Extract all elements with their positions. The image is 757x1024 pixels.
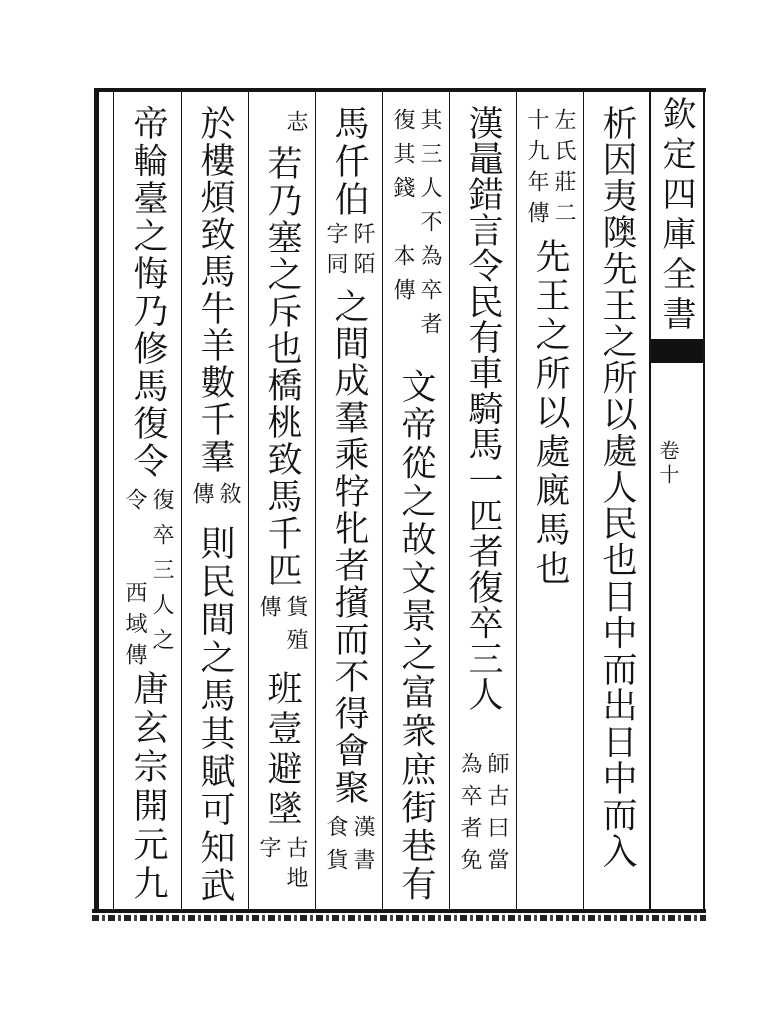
annotation [516, 108, 583, 232]
main-text: 帝輪臺之悔乃修馬復令 [128, 105, 168, 480]
text-column-5 [315, 0, 382, 1000]
annotation [315, 815, 382, 881]
annotation [248, 836, 315, 896]
annotation [382, 108, 449, 346]
text-column-2 [516, 0, 583, 1000]
annotation-right: 左氏莊二 [551, 108, 576, 232]
annotation-right: 復卒三人之 [149, 488, 174, 663]
annotation [114, 488, 181, 674]
text-column-7 [181, 0, 248, 1000]
main-text: 文帝從之故文景之富衆庶街巷有 [396, 368, 436, 905]
annotation [248, 595, 315, 661]
main-text: 唐玄宗開元九 [128, 670, 168, 904]
annotation-left: 復其錢 本傳 [390, 108, 415, 312]
annotation [449, 752, 516, 880]
text-column-8 [114, 0, 181, 1000]
annotation-right: 志 [283, 110, 308, 140]
fish-tail-mark [651, 339, 703, 363]
fold-margin [650, 0, 703, 1000]
annotation-right: 師古曰當 [484, 752, 509, 880]
main-text: 先王之所以處廐馬也 [530, 238, 570, 589]
main-text: 之間成羣乘牸牝者擯而不得會聚 [329, 288, 369, 806]
annotation-left: 傳 [256, 595, 281, 628]
annotation-left: 字 [256, 836, 281, 866]
main-text: 若乃塞之斥也橋桃致馬千匹 [262, 145, 302, 589]
frame-right [703, 88, 705, 913]
annotation-left: 為卒者免 [457, 752, 482, 880]
text-column-3 [449, 0, 516, 1000]
volume-label: 卷十 [656, 440, 680, 488]
book-title: 欽定四庫全書 [656, 96, 696, 336]
annotation-left: 十九年傳 [524, 108, 549, 232]
annotation-left: 令 西域傳 [122, 488, 147, 674]
text-column-1 [583, 0, 650, 1000]
annotation-left: 字同 [323, 222, 348, 282]
annotation-right: 貨殖 [283, 595, 308, 661]
frame-left [94, 88, 99, 913]
main-text: 於樓煩致馬牛羊數千羣 [195, 105, 235, 475]
annotation-left: 傳 [189, 482, 214, 512]
annotation-right: 古地 [283, 836, 308, 896]
annotation-right: 其三人不為卒者 [417, 108, 442, 346]
text-column-4 [382, 0, 449, 1000]
main-text: 漢鼂錯言令民有車騎馬一匹者復卒三人 [463, 105, 503, 712]
annotation [181, 482, 248, 512]
text-column-6 [248, 0, 315, 1000]
main-text: 班壹避墜 [262, 670, 302, 830]
annotation-right: 漢書 [350, 815, 375, 881]
annotation [315, 222, 382, 282]
main-text: 馬仟伯 [329, 105, 369, 219]
annotation-right: 敘 [216, 482, 241, 512]
main-text: 則民間之馬其賦可知武 [195, 525, 235, 905]
main-text: 析因夷隩先王之所以處人民也日中而出日中而入 [597, 105, 637, 870]
annotation-right: 阡陌 [350, 222, 375, 282]
annotation [248, 110, 315, 140]
annotation-left: 食貨 [323, 815, 348, 881]
